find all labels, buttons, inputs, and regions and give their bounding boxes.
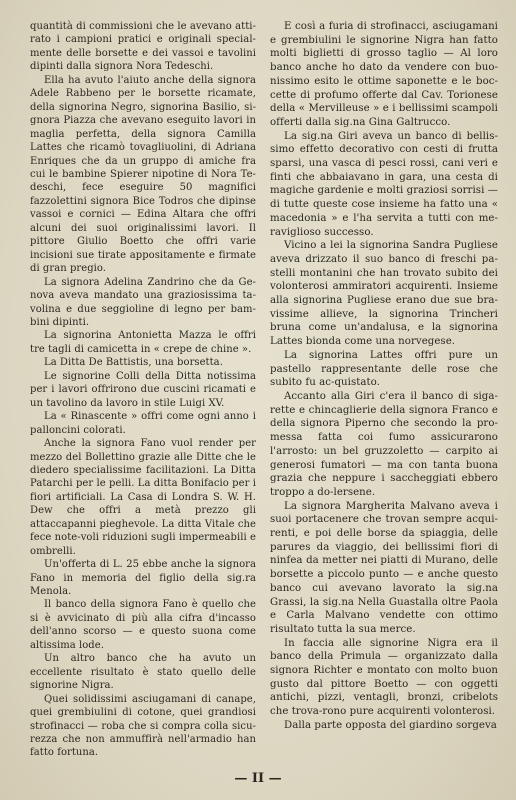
paragraph: Vicino a lei la signorina Sandra Pugliese aveva drizzato il suo banco di freschi pa-stelli montanini che han trovato subito dei volonterosi ammiratori acquirenti. Insieme alla signorina Pugliese erano due sue bra-vissime allieve, la signorina Trincheri bruna come un'andalusa, e la signorina Lattes bionda come una norvegese. (270, 240, 498, 348)
paragraph: La signorina Antonietta Mazza le offri tre tagli di camicetta in « crepe de chine ». (30, 330, 256, 355)
paragraph: Quei solidissimi asciugamani di canape, quei grembiulini di cotone, quei grandiosi strofinacci — roba che si compra colla sicu-rezza che non ammuffirà nell'armadio han fatto fortuna. (30, 693, 256, 759)
paragraph: Le signorine Colli della Ditta notissima per i lavori offrirono due cuscini ricamati e un tavolino da lavoro in stile Luigi XV. (30, 370, 256, 409)
paragraph: In faccia alle signorine Nigra era il banco della Primula — organizzato dalla signora Richter e montato con molto buon gusto dal pittore Boetto — con oggetti antichi, pizzi, ventagli, bronzi, cribelots che trova-rono pure acquirenti volonterosi. (270, 637, 498, 718)
paragraph: quantità di commissioni che le avevano atti-rato i campioni pratici e originali special-mente delle borsette e dei vassoi e tavolini dipinti dalla signora Nora Tedeschi. (30, 21, 256, 73)
paragraph: La Ditta De Battistis, una borsetta. (44, 357, 223, 369)
paragraph: Il banco della signora Fano è quello che si è avvicinato di più alla cifra d'incasso dell'anno scorso — e questo suona come altissima lode. (30, 599, 256, 651)
paragraph: La signora Adelina Zandrino che da Ge-nova aveva mandato una graziosissima ta-volina e due seggioline di legno per bam-bini dipinti. (30, 276, 256, 328)
paragraph: E così a furia di strofinacci, asciugamani e grembiulini le signorine Nigra han fatto molti biglietti di grosso taglio — Al loro banco anche ho dato da vendere con buo-nissimo esito le ottime saponette e le boc-cette di profumo offerte dal Cav. Torionese della « Mervilleuse » e i bellissimi scampoli offerti dalla sig.na Gina Galtrucco. (270, 21, 498, 128)
paragraph: Accanto alla Giri c'era il banco di siga-rette e chincaglierie della signora Franco e della signora Piperno che secondo la pro-messa fatta coi fumo assicurarono l'arrosto: un bel gruzzoletto — carpito ai generosi fumatori — ma con tanta buona grazia che neppure i saccheggiati ebbero troppo a do-lersene. (270, 390, 498, 498)
paragraph: La signorina Lattes offri pure un pastello rappresentante delle rose che subito fu ac-quistato. (270, 349, 498, 389)
paragraph: La sig.na Giri aveva un banco di bellis-simo effetto decorativo con cesti di frutta sparsi, una vasca di pesci rossi, cani veri e finti che abbaiavano in gara, una cesta di magiche gardenie e molti graziosi sorrisi — di tutte queste cose insieme ha fatto una « macedonia » e l'ha servita a tutti con me-raviglioso successo. (270, 130, 498, 238)
right-column (270, 20, 498, 733)
paragraph: Un altro banco che ha avuto un eccellente risultato è stato quello delle signorine Nigra. (30, 653, 256, 692)
page-number: — II — (234, 771, 282, 786)
left-column (30, 20, 256, 760)
paragraph: La signora Margherita Malvano aveva i suoi portacenere che trovan sempre acqui-renti, e poi delle borse da spiaggia, delle parures da viaggio, dei bellissimi fiori di ninfea da metter nei piatti di Murano, delle borsette a piccolo punto — e anche questo banco cui avevano lavorato la sig.na Grassi, la sig.na Nella Guastalla oltre Paola e Carla Malvano vendette con ottimo risultato tutta la sua merce. (270, 500, 498, 635)
paragraph: Un'offerta di L. 25 ebbe anche la signora Fano in memoria del figlio della sig.ra Menola. (30, 559, 256, 598)
paragraph: Dalla parte opposta del giardino sorgeva (284, 719, 497, 731)
paragraph: Ella ha avuto l'aiuto anche della signora Adele Rabbeno per le borsette ricamate, della signorina Negro, signorina Basilio, si-gnora Piazza che avevano eseguito lavori in maglia perfetta, della signora Camilla Lattes che ricamò tovagliuolini, di Adriana Enriques che da un gruppo di amiche fra cui le bambine Spierer nipotine di Nora Te-deschi, fece eseguire 50 magnifici fazzolettini signora Bice Todros che dipinse vassoi e cornici — Edina Altara che offri alcuni dei suoi originalissimi lavori. Il pittore Giulio Boetto che offri varie incisioni sue tirate appositamente e firmate di gran pregio. (30, 74, 256, 275)
paragraph: Anche la signora Fano vuol render per mezzo del Bollettino grazie alle Ditte che le diedero specialissime facilitazioni. La Ditta Patarchi per le pelli. La ditta Bonifacio per i fiori artificiali. La Casa di Londra S. W. H. Dew che offri a metà prezzo gli attaccapanni pieghevole. La ditta Vitale che fece note-voli riduzioni sugli impermeabili e ombrelli. (30, 438, 256, 557)
paragraph: La « Rinascente » offri come ogni anno i palloncini colorati. (30, 411, 256, 436)
